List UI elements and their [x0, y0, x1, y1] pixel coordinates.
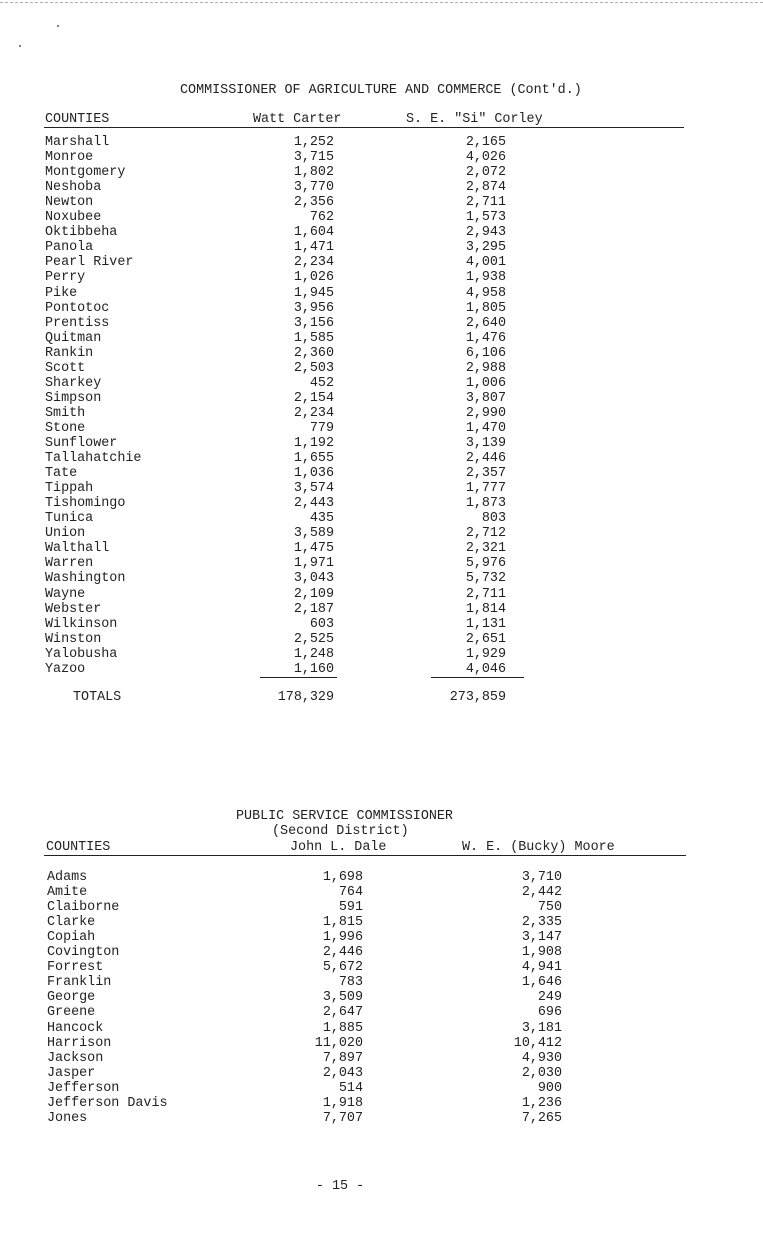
candidate2-votes: 1,470 [465, 420, 506, 436]
candidate2-votes: 5,732 [465, 571, 506, 587]
candidate2-votes: 803 [481, 511, 506, 527]
county-name: Scott [45, 360, 86, 376]
county-name: Wayne [45, 586, 86, 602]
county-name: Newton [45, 195, 94, 211]
candidate1-votes: 1,026 [293, 270, 334, 286]
county-name: Franklin [47, 975, 112, 991]
candidate2-votes: 4,958 [465, 285, 506, 301]
candidate1-votes: 2,154 [293, 390, 334, 406]
county-name: Hancock [47, 1020, 104, 1036]
county-name: Jones [47, 1110, 88, 1126]
candidate2-votes: 1,476 [465, 330, 506, 346]
county-name: George [47, 990, 96, 1006]
section1-header-counties: COUNTIES [45, 112, 110, 127]
candidate2-votes: 2,640 [465, 315, 506, 331]
county-name: Sharkey [45, 375, 102, 391]
candidate2-votes: 2,072 [465, 165, 506, 181]
county-name: Noxubee [45, 210, 102, 226]
section1-header-candidate1: Watt Carter [253, 112, 342, 127]
candidate2-votes: 3,139 [465, 436, 506, 451]
county-name: Panola [45, 240, 94, 256]
candidate2-votes: 1,805 [465, 300, 506, 316]
candidate1-votes: 2,043 [322, 1065, 363, 1081]
candidate2-votes: 1,908 [521, 945, 562, 961]
county-name: Winston [45, 631, 102, 647]
county-name: Forrest [47, 960, 104, 976]
county-name: Walthall [45, 541, 110, 557]
candidate2-votes: 6,106 [465, 345, 506, 361]
candidate2-votes: 1,006 [465, 375, 506, 391]
candidate2-votes: 1,236 [521, 1095, 562, 1111]
candidate2-votes: 4,026 [465, 150, 506, 166]
candidate2-votes: 1,929 [465, 646, 506, 662]
candidate2-votes: 4,001 [465, 255, 506, 271]
candidate1-votes: 1,192 [293, 436, 334, 451]
candidate1-votes: 452 [309, 375, 334, 391]
county-name: Pearl River [45, 255, 134, 271]
candidate2-votes: 10,412 [513, 1035, 562, 1051]
candidate1-votes: 591 [338, 900, 363, 916]
county-name: Pike [45, 285, 78, 301]
candidate2-votes: 2,651 [465, 631, 506, 647]
candidate2-votes: 2,335 [521, 915, 562, 931]
candidate1-votes: 1,248 [293, 646, 334, 662]
candidate1-votes: 2,234 [293, 405, 334, 421]
county-name: Amite [47, 885, 88, 901]
candidate1-votes: 3,956 [293, 300, 334, 316]
candidate2-votes: 2,321 [465, 541, 506, 557]
scan-speck [19, 45, 21, 47]
section1-totals-candidate1: 178,329 [277, 690, 334, 705]
candidate2-votes: 1,646 [521, 975, 562, 991]
section1-total-rule-2 [431, 677, 524, 678]
county-name: Yazoo [45, 661, 86, 677]
candidate2-votes: 3,295 [465, 240, 506, 256]
candidate1-votes: 783 [338, 975, 363, 991]
candidate2-votes: 4,941 [521, 960, 562, 976]
section2-header-counties: COUNTIES [46, 840, 111, 855]
candidate1-votes: 1,945 [293, 285, 334, 301]
candidate1-votes: 1,885 [322, 1020, 363, 1036]
county-name: Union [45, 526, 86, 542]
county-name: Claiborne [47, 900, 120, 916]
candidate2-votes: 2,357 [465, 466, 506, 482]
candidate1-votes: 1,604 [293, 225, 334, 241]
candidate1-votes: 3,770 [293, 180, 334, 196]
candidate1-votes: 3,715 [293, 150, 334, 166]
candidate2-votes: 1,938 [465, 270, 506, 286]
county-name: Covington [47, 945, 120, 961]
county-name: Stone [45, 420, 86, 436]
county-name: Perry [45, 270, 86, 286]
section1-header-candidate2: S. E. "Si" Corley [406, 112, 543, 127]
county-name: Sunflower [45, 436, 118, 451]
candidate2-votes: 249 [537, 990, 562, 1006]
section1-totals-candidate2: 273,859 [449, 690, 506, 705]
section2-header-candidate1: John L. Dale [290, 840, 387, 855]
candidate1-votes: 2,356 [293, 195, 334, 211]
section2-header-candidate2: W. E. (Bucky) Moore [462, 840, 615, 855]
candidate2-votes: 2,711 [465, 195, 506, 211]
county-name: Marshall [45, 135, 110, 150]
section1-totals-label: TOTALS [73, 690, 122, 705]
candidate1-votes: 1,996 [322, 930, 363, 946]
candidate1-votes: 11,020 [314, 1035, 363, 1051]
candidate1-votes: 2,360 [293, 345, 334, 361]
county-name: Webster [45, 601, 102, 617]
county-name: Warren [45, 556, 94, 572]
section2-header-rule [44, 855, 686, 856]
county-name: Tallahatchie [45, 451, 142, 467]
candidate1-votes: 2,446 [322, 945, 363, 961]
candidate1-votes: 7,707 [322, 1110, 363, 1126]
candidate1-votes: 603 [309, 616, 334, 632]
candidate1-votes: 1,252 [293, 135, 334, 150]
candidate1-votes: 1,475 [293, 541, 334, 557]
candidate1-votes: 1,036 [293, 466, 334, 482]
candidate2-votes: 2,711 [465, 586, 506, 602]
candidate1-votes: 2,109 [293, 586, 334, 602]
county-name: Wilkinson [45, 616, 118, 632]
candidate1-votes: 3,589 [293, 526, 334, 542]
top-perforation [0, 2, 763, 3]
candidate1-votes: 3,043 [293, 571, 334, 587]
candidate2-votes: 4,930 [521, 1050, 562, 1066]
candidate2-votes: 750 [537, 900, 562, 916]
county-name: Rankin [45, 345, 94, 361]
candidate2-votes: 3,181 [521, 1020, 562, 1036]
section1-total-rule-1 [260, 677, 337, 678]
section2-subtitle: (Second District) [272, 824, 409, 839]
candidate2-votes: 1,573 [465, 210, 506, 226]
candidate2-votes: 1,873 [465, 496, 506, 512]
candidate1-votes: 2,503 [293, 360, 334, 376]
candidate1-votes: 762 [309, 210, 334, 226]
candidate2-votes: 2,712 [465, 526, 506, 542]
county-name: Harrison [47, 1035, 112, 1051]
county-name: Simpson [45, 390, 102, 406]
candidate1-votes: 1,585 [293, 330, 334, 346]
candidate1-votes: 1,655 [293, 451, 334, 467]
candidate1-votes: 5,672 [322, 960, 363, 976]
candidate1-votes: 2,234 [293, 255, 334, 271]
candidate2-votes: 2,442 [521, 885, 562, 901]
candidate2-votes: 3,807 [465, 390, 506, 406]
candidate1-votes: 1,971 [293, 556, 334, 572]
candidate1-votes: 1,815 [322, 915, 363, 931]
county-name: Montgomery [45, 165, 126, 181]
candidate1-votes: 1,471 [293, 240, 334, 256]
candidate1-votes: 2,525 [293, 631, 334, 647]
section1-header-rule [44, 127, 684, 128]
county-name: Washington [45, 571, 126, 587]
county-name: Monroe [45, 150, 94, 166]
candidate2-votes: 7,265 [521, 1110, 562, 1126]
candidate1-votes: 2,647 [322, 1005, 363, 1021]
county-name: Quitman [45, 330, 102, 346]
candidate1-votes: 764 [338, 885, 363, 901]
county-name: Adams [47, 870, 88, 885]
candidate2-votes: 1,814 [465, 601, 506, 617]
page-number: - 15 - [315, 1179, 365, 1194]
candidate2-votes: 696 [537, 1005, 562, 1021]
candidate2-votes: 2,874 [465, 180, 506, 196]
candidate1-votes: 1,160 [293, 661, 334, 677]
candidate1-votes: 2,187 [293, 601, 334, 617]
county-name: Greene [47, 1005, 96, 1021]
county-name: Yalobusha [45, 646, 118, 662]
candidate2-votes: 4,046 [465, 661, 506, 677]
candidate2-votes: 2,030 [521, 1065, 562, 1081]
candidate1-votes: 435 [309, 511, 334, 527]
candidate2-votes: 1,777 [465, 481, 506, 497]
candidate1-votes: 3,509 [322, 990, 363, 1006]
county-name: Prentiss [45, 315, 110, 331]
candidate2-votes: 1,131 [465, 616, 506, 632]
section1-title: COMMISSIONER OF AGRICULTURE AND COMMERCE (Cont'd.) [180, 83, 582, 98]
county-name: Tishomingo [45, 496, 126, 512]
county-name: Jefferson Davis [47, 1095, 168, 1111]
county-name: Tippah [45, 481, 94, 497]
county-name: Tunica [45, 511, 94, 527]
candidate2-votes: 3,710 [521, 870, 562, 885]
candidate1-votes: 1,918 [322, 1095, 363, 1111]
candidate1-votes: 7,897 [322, 1050, 363, 1066]
county-name: Pontotoc [45, 300, 110, 316]
candidate2-votes: 900 [537, 1080, 562, 1096]
candidate2-votes: 3,147 [521, 930, 562, 946]
candidate1-votes: 2,443 [293, 496, 334, 512]
county-name: Copiah [47, 930, 96, 946]
candidate2-votes: 2,988 [465, 360, 506, 376]
candidate2-votes: 2,943 [465, 225, 506, 241]
county-name: Oktibbeha [45, 225, 118, 241]
county-name: Jasper [47, 1065, 96, 1081]
candidate1-votes: 3,156 [293, 315, 334, 331]
county-name: Clarke [47, 915, 96, 931]
candidate1-votes: 3,574 [293, 481, 334, 497]
candidate2-votes: 5,976 [465, 556, 506, 572]
county-name: Jefferson [47, 1080, 120, 1096]
section2-title: PUBLIC SERVICE COMMISSIONER [236, 809, 453, 824]
candidate1-votes: 1,698 [322, 870, 363, 885]
county-name: Smith [45, 405, 86, 421]
candidate2-votes: 2,446 [465, 451, 506, 467]
county-name: Neshoba [45, 180, 102, 196]
candidate1-votes: 779 [309, 420, 334, 436]
candidate2-votes: 2,165 [465, 135, 506, 150]
county-name: Jackson [47, 1050, 104, 1066]
county-name: Tate [45, 466, 78, 482]
candidate1-votes: 1,802 [293, 165, 334, 181]
scan-speck [57, 25, 59, 27]
candidate2-votes: 2,990 [465, 405, 506, 421]
candidate1-votes: 514 [338, 1080, 363, 1096]
